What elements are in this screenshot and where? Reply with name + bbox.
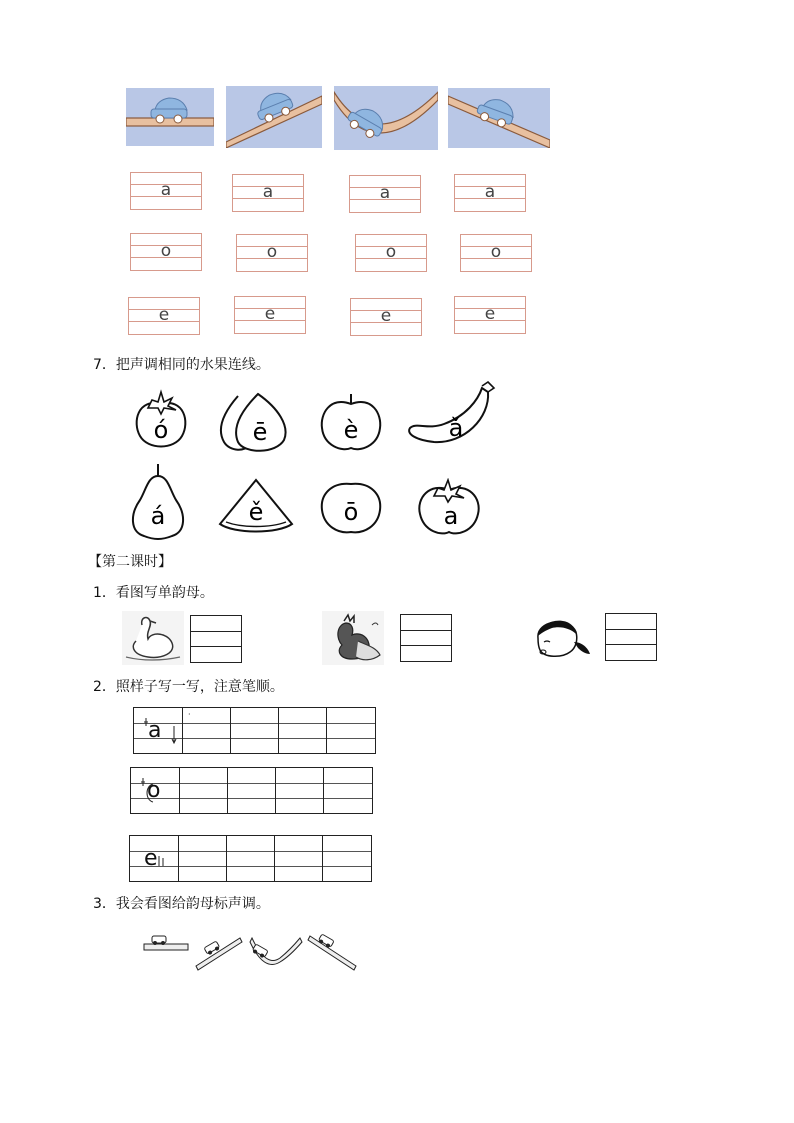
cell-letter: a [160,180,172,200]
pear-fruit[interactable] [126,462,190,540]
answer-box-2[interactable] [400,614,452,662]
tone4-car-picture [448,88,550,148]
four-line-cell[interactable] [349,175,421,213]
four-line-cell[interactable] [236,234,308,272]
apple-fruit[interactable] [318,392,384,454]
cell-letter: a [262,182,274,202]
four-line-cell[interactable] [130,233,202,271]
stroke-order-grid-a [133,707,376,754]
cell-letter: e [264,304,276,324]
tone3-car-sketch [250,938,302,965]
tone3-car-picture [334,86,438,150]
cell-letter: e [380,306,392,326]
sample-letter-e: e [144,846,158,871]
cell-letter: o [266,242,278,262]
four-line-cell[interactable] [454,174,526,212]
tone2-car-picture [226,86,322,148]
tomato-fruit[interactable] [414,478,484,538]
fruit-tone-label: á [150,502,166,530]
dot-mark: · [188,710,191,719]
stroke-arrow-icon [140,716,180,746]
four-line-cell[interactable] [232,174,304,212]
stroke-order-grid-e [129,835,372,882]
sample-letter-o: o [147,778,161,803]
cell-letter: o [160,241,172,261]
fruit-tone-label: è [343,416,359,444]
four-line-cell[interactable] [355,234,427,272]
banana-fruit[interactable] [404,378,496,448]
peach-fruit[interactable] [216,388,292,454]
four-line-cell[interactable] [460,234,532,272]
fruit-tone-label: ǎ [448,414,464,442]
cell-letter: o [385,242,397,262]
tone4-car-sketch [308,934,356,970]
cell-letter: e [158,305,170,325]
question-2-title: 2．照样子写一写，注意笔顺。 [93,679,284,695]
four-line-cell[interactable] [128,297,200,335]
fruit-tone-label: ō [343,498,359,526]
tone1-car-picture [126,88,214,146]
fruit-tone-label: a [443,502,459,530]
fruit-tone-label: ó [153,416,169,444]
cell-letter: o [490,242,502,262]
stroke-arrow-icon [137,776,167,806]
fruit-tone-label: ē [252,418,268,446]
answer-box-1[interactable] [190,615,242,663]
question-1-title: 1．看图写单韵母。 [93,585,214,601]
question-3-title: 3．我会看图给韵母标声调。 [93,896,270,912]
rooster-picture [322,611,384,665]
question-7-title: 7．把声调相同的水果连线。 [93,357,270,373]
four-line-cell[interactable] [454,296,526,334]
cell-letter: a [379,183,391,203]
goose-picture [122,611,184,665]
cell-letter: a [484,182,496,202]
four-line-cell[interactable] [234,296,306,334]
lesson-2-heading: 【第二课时】 [88,554,172,570]
orange-fruit[interactable] [318,476,384,536]
tone-car-sketches [140,928,362,972]
four-line-cell[interactable] [350,298,422,336]
stroke-order-grid-o [130,767,373,814]
watermelon-fruit[interactable] [218,478,294,534]
cell-letter: e [484,304,496,324]
four-line-cell[interactable] [130,172,202,210]
tone1-car-sketch [144,936,188,950]
tone2-car-sketch [196,938,242,970]
fruit-tone-label: ě [248,498,264,526]
strawberry-fruit[interactable] [128,386,194,452]
answer-box-3[interactable] [605,613,657,661]
sample-letter-a: a [148,718,162,743]
stroke-arrow-icon [156,854,166,870]
girl-picture [530,612,596,664]
tone-car-pictures [126,86,556,150]
